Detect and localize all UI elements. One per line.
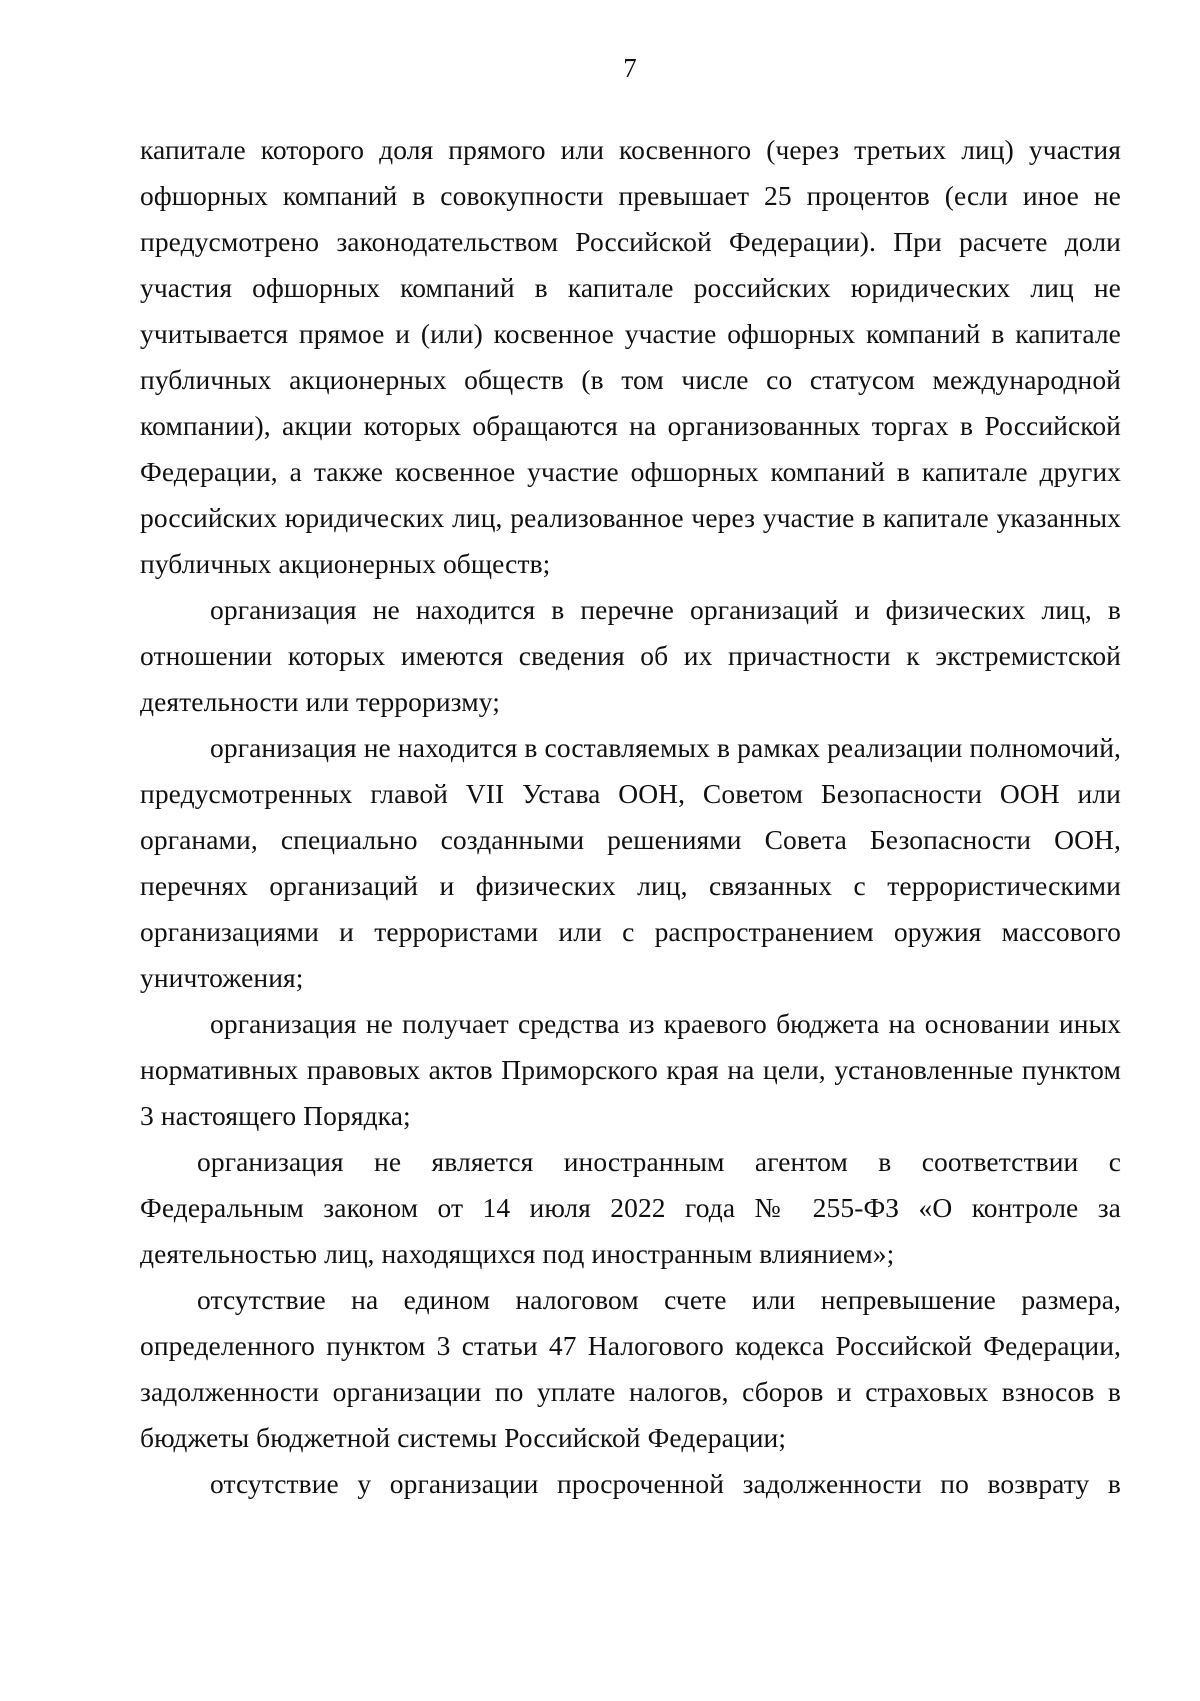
paragraph-offshore-participation: капитале которого доля прямого или косвенного (через третьих лиц) участия офшорных компаний в совокупности превышает 25 процентов (если иное не предусмотрено законодательством Российской Федерации). При расчете доли участия офшорных компаний в капитале российских юридических лиц не учитывается прямое и (или) косвенное участие офшорных компаний в капитале публичных акционерных обществ (в том числе со статусом международной компании), акции которых обращаются на организованных торгах в Российской Федерации, а также косвенное участие офшорных компаний в капитале других российских юридических лиц, реализованное через участие в капитале указанных публичных акционерных обществ; <box>140 134 1121 579</box>
paragraph-extremism-list: организация не находится в перечне организаций и физических лиц, в отношении которых имеются сведения об их причастности к экстремистской деятельности или терроризму; <box>140 594 1121 717</box>
page-number: 7 <box>623 53 637 83</box>
paragraph-overdue-debt: отсутствие у организации просроченной задолженности по возврату в <box>210 1468 1121 1499</box>
paragraph-un-security-council-lists: организация не находится в составляемых в рамках реализации полномочий, предусмотренных главой VII Устава ООН, Советом Безопасности ООН или органами, специально созданными решениями Совета Безопасности ООН, перечнях организаций и физических лиц, связанных с террористическими организациями и террористами или с распространением оружия массового уничтожения; <box>140 732 1121 993</box>
paragraph-regional-budget-funds: организация не получает средства из краевого бюджета на основании иных нормативных правовых актов Приморского края на цели, установленные пунктом 3 настоящего Порядка; <box>140 1008 1121 1131</box>
paragraph-tax-debt: отсутствие на едином налоговом счете или непревышение размера, определенного пунктом 3 статьи 47 Налогового кодекса Российской Федерации, задолженности организации по уплате налогов, сборов и страховых взносов в бюджеты бюджетной системы Российской Федерации; <box>140 1284 1121 1453</box>
paragraph-foreign-agent: организация не является иностранным агентом в соответствии с Федеральным законом от 14 июля 2022 года № 255-ФЗ «О контроле за деятельностью лиц, находящихся под иностранным влиянием»; <box>140 1146 1121 1269</box>
document-body <box>140 127 1121 1507</box>
